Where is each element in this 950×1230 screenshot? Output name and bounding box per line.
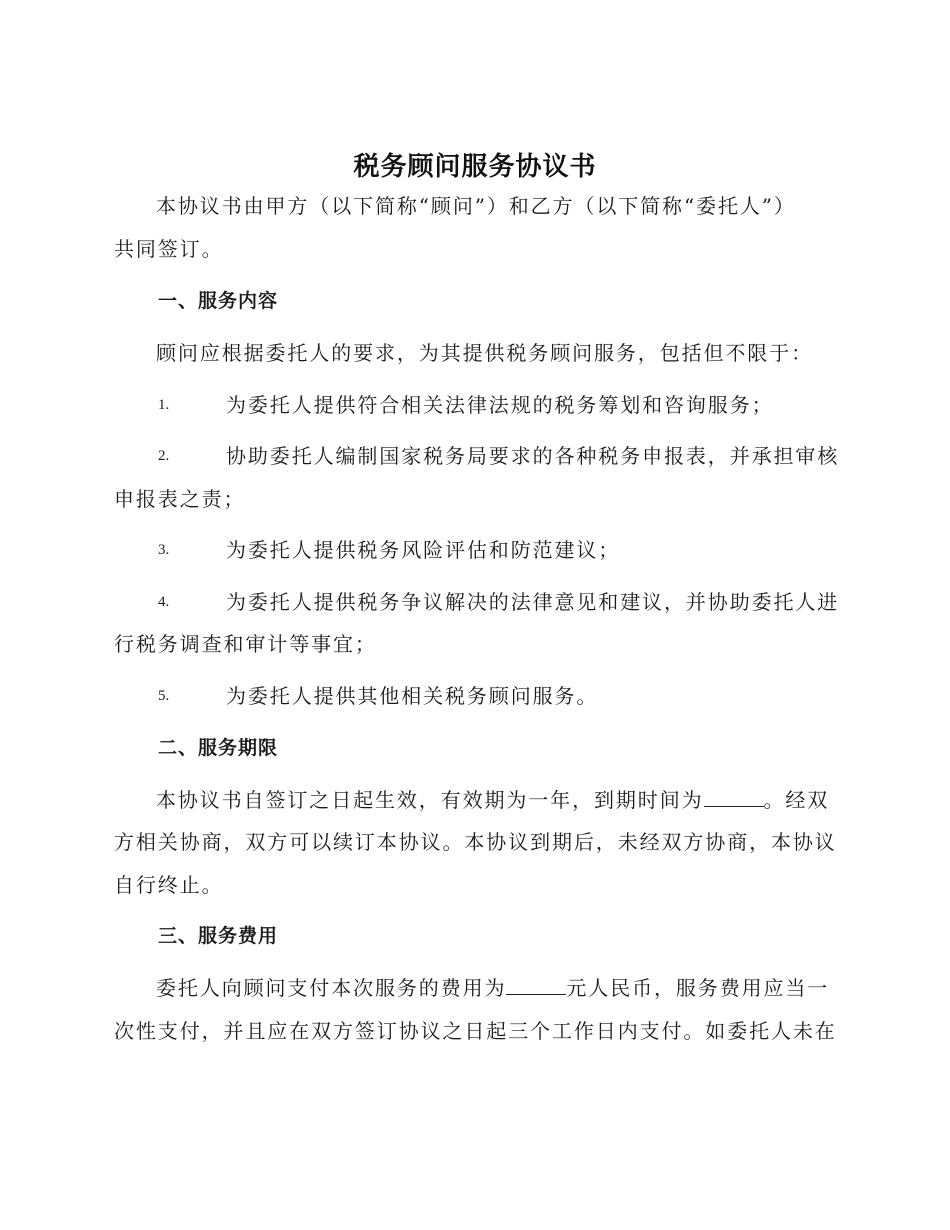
list-item-text: 为委托人提供其他相关税务顾问服务。 — [226, 684, 599, 708]
section3-text-after-blank: 元人民币，服务费用应当一 — [566, 976, 830, 1000]
section3-text-before-blank: 委托人向顾问支付本次服务的费用为 — [156, 976, 507, 1000]
section2-text-after-blank: 。经双 — [763, 788, 830, 812]
list-item-text: 为委托人提供符合相关法律法规的税务筹划和咨询服务； — [226, 393, 774, 417]
item-number: 4. — [158, 594, 170, 610]
list-item-text: 为委托人提供税务风险评估和防范建议； — [226, 538, 621, 562]
fee-amount-blank[interactable] — [506, 976, 566, 995]
list-item-text: 协助委托人编制国家税务局要求的各种税务申报表，并承担审核 — [226, 444, 840, 468]
section-heading-service-content: 一、服务内容 — [158, 290, 279, 312]
list-item-continuation: 申报表之责； — [114, 487, 246, 511]
expiry-date-blank[interactable] — [704, 788, 764, 807]
intro-line-1: 本协议书由甲方（以下简称“顾问”）和乙方（以下简称“委托人”） — [156, 194, 796, 218]
section3-line-1 — [156, 976, 829, 1000]
item-number: 2. — [158, 448, 170, 464]
section2-line-2: 方相关协商，双方可以续订本协议。本协议到期后，未经双方协商，本协议 — [114, 830, 837, 854]
section2-text-before-blank: 本协议书自签订之日起生效，有效期为一年，到期时间为 — [156, 788, 704, 812]
list-item-text: 为委托人提供税务争议解决的法律意见和建议，并协助委托人进 — [226, 590, 840, 614]
item-number: 1. — [158, 397, 170, 413]
item-number: 3. — [158, 542, 170, 558]
section-heading-service-fee: 三、服务费用 — [158, 925, 279, 947]
intro-line-2: 共同签订。 — [114, 237, 224, 261]
section-heading-service-period: 二、服务期限 — [158, 737, 279, 759]
item-number: 5. — [158, 688, 170, 704]
section2-line-3: 自行终止。 — [114, 873, 224, 897]
document-title: 税务顾问服务协议书 — [353, 152, 597, 182]
list-item-continuation: 行税务调查和审计等事宜； — [114, 632, 377, 656]
section2-line-1 — [156, 788, 829, 812]
section3-line-2: 次性支付，并且应在双方签订协议之日起三个工作日内支付。如委托人未在 — [114, 1019, 837, 1043]
section1-lead: 顾问应根据委托人的要求，为其提供税务顾问服务，包括但不限于： — [156, 341, 813, 365]
